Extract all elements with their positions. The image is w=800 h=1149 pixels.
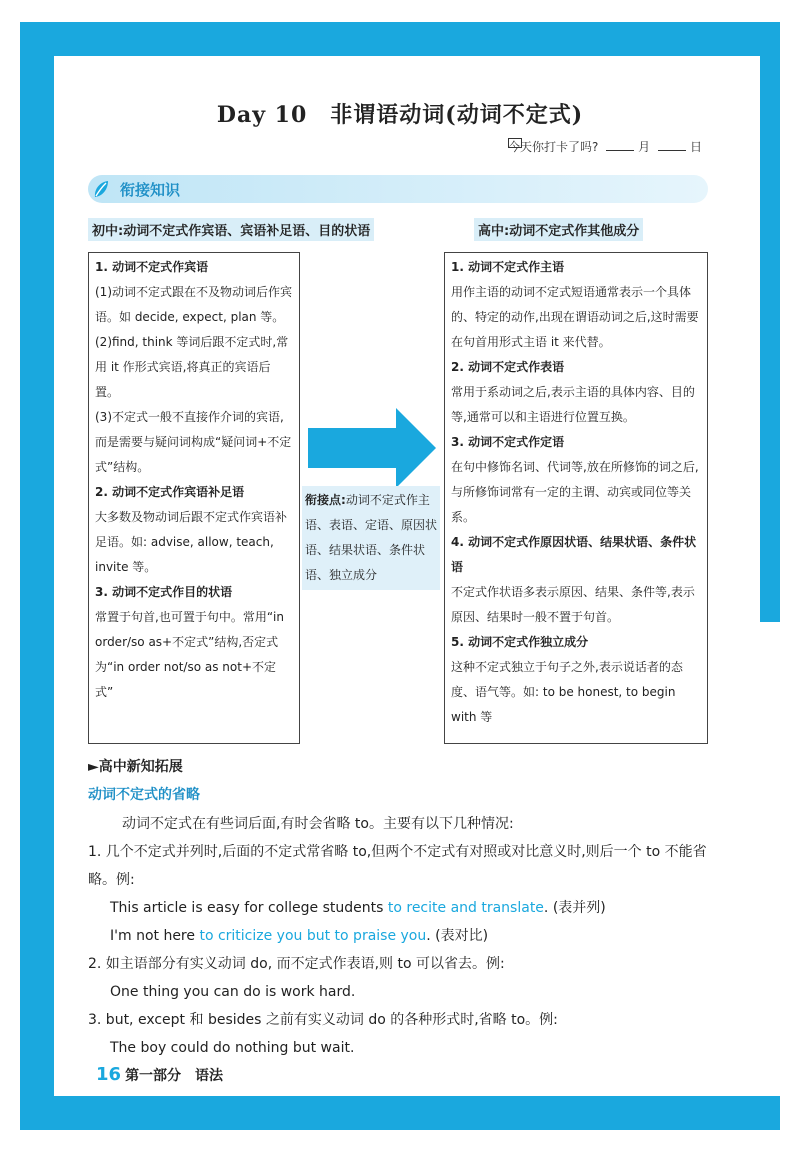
frame-top-bar — [20, 22, 780, 56]
frame-bottom-bar — [20, 1096, 780, 1130]
example-3: One thing you can do is work hard. — [110, 984, 356, 1000]
rule-item-1: 1. 几个不定式并列时,后面的不定式常省略 to,但两个不定式有对照或对比意义时,则后一个 to 不能省略。例: — [88, 844, 707, 888]
junior-box — [88, 252, 300, 744]
month-label: 月 — [638, 140, 651, 154]
list-item: (2)find, think 等词后跟不定式时,常用 it 作形式宾语,将真正的宾语后置。 — [95, 335, 289, 399]
list-item: (1)动词不定式跟在不及物动词后作宾语。如 decide, expect, plan 等。 — [95, 285, 292, 324]
day-label: 日 — [689, 140, 702, 154]
frame-left-bar — [20, 22, 54, 1130]
list-item: 1. 动词不定式作主语 — [451, 260, 565, 274]
example-note: . (表对比) — [426, 928, 489, 944]
list-item: (3)不定式一般不直接作介词的宾语,而是需要与疑问词构成“疑问词+不定式”结构。 — [95, 410, 292, 474]
main-text — [88, 810, 718, 1062]
list-item: 常置于句首,也可置于句中。常用“in order/so as+不定式”结构,否定式为“in order not/so as not+不定式” — [95, 610, 284, 699]
list-item: 不定式作状语多表示原因、结果、条件等,表示原因、结果时一般不置于句首。 — [451, 585, 695, 624]
junior-heading: 初中:动词不定式作宾语、宾语补足语、目的状语 — [88, 218, 374, 241]
leaf-icon — [92, 179, 110, 199]
senior-box — [444, 252, 708, 744]
example-note: . (表并列) — [543, 900, 606, 916]
checkin-text: 今天你打卡了吗? — [507, 140, 599, 154]
arrow-right-icon — [308, 408, 436, 488]
example-1 — [88, 894, 718, 922]
intro-paragraph: 动词不定式在有些词后面,有时会省略 to。主要有以下几种情况: — [122, 816, 514, 832]
section-banner — [88, 175, 708, 203]
bridge-text: 动词不定式作主语、表语、定语、原因状语、结果状语、条件状语、独立成分 — [305, 493, 438, 582]
checkin-line — [508, 138, 702, 155]
list-item: 3. 动词不定式作目的状语 — [95, 585, 233, 599]
example-4: The boy could do nothing but wait. — [110, 1040, 355, 1056]
highlight-text: to recite and translate — [387, 900, 544, 916]
list-item: 常用于系动词之后,表示主语的具体内容、目的等,通常可以和主语进行位置互换。 — [451, 385, 695, 424]
subtopic-heading: 动词不定式的省略 — [88, 787, 200, 803]
list-item: 2. 动词不定式作表语 — [451, 360, 565, 374]
page-footer — [96, 1064, 223, 1085]
list-item: 这种不定式独立于句子之外,表示说话者的态度、语气等。如: to be honest, to begin with 等 — [451, 660, 683, 724]
page-title: Day 10 非谓语动词(动词不定式) — [216, 102, 584, 128]
list-item: 5. 动词不定式作独立成分 — [451, 635, 589, 649]
rule-item-3: 3. but, except 和 besides 之前有实义动词 do 的各种形式时,省略 to。例: — [88, 1012, 558, 1028]
list-item: 在句中修饰名词、代词等,放在所修饰的词之后,与所修饰词常有一定的主谓、动宾或同位等关系。 — [451, 460, 699, 524]
bridge-label: 衔接点: — [305, 493, 346, 507]
example-text: This article is easy for college students — [110, 900, 388, 916]
list-item: 3. 动词不定式作定语 — [451, 435, 565, 449]
extension-heading: ►高中新知拓展 — [88, 759, 183, 775]
list-item: 1. 动词不定式作宾语 — [95, 260, 209, 274]
list-item: 2. 动词不定式作宾语补足语 — [95, 485, 245, 499]
list-item: 用作主语的动词不定式短语通常表示一个具体的、特定的动作,出现在谓语动词之后,这时需要在句首用形式主语 it 来代替。 — [451, 285, 699, 349]
highlight-text: to criticize you but to praise you — [199, 928, 427, 944]
page-number: 16 — [96, 1064, 122, 1085]
footer-text: 第一部分 语法 — [125, 1068, 224, 1084]
list-item: 大多数及物动词后跟不定式作宾语补足语。如: advise, allow, teach, invite 等。 — [95, 510, 288, 574]
month-blank — [606, 150, 634, 151]
day-blank — [658, 150, 686, 151]
senior-heading: 高中:动词不定式作其他成分 — [474, 218, 643, 241]
list-item: 4. 动词不定式作原因状语、结果状语、条件状语 — [451, 535, 697, 574]
example-2 — [88, 922, 718, 950]
section-title: 衔接知识 — [120, 181, 181, 199]
rule-item-2: 2. 如主语部分有实义动词 do, 而不定式作表语,则 to 可以省去。例: — [88, 956, 505, 972]
example-text: I'm not here — [110, 928, 200, 944]
checkbox[interactable] — [508, 138, 522, 148]
bridge-note — [302, 486, 440, 590]
